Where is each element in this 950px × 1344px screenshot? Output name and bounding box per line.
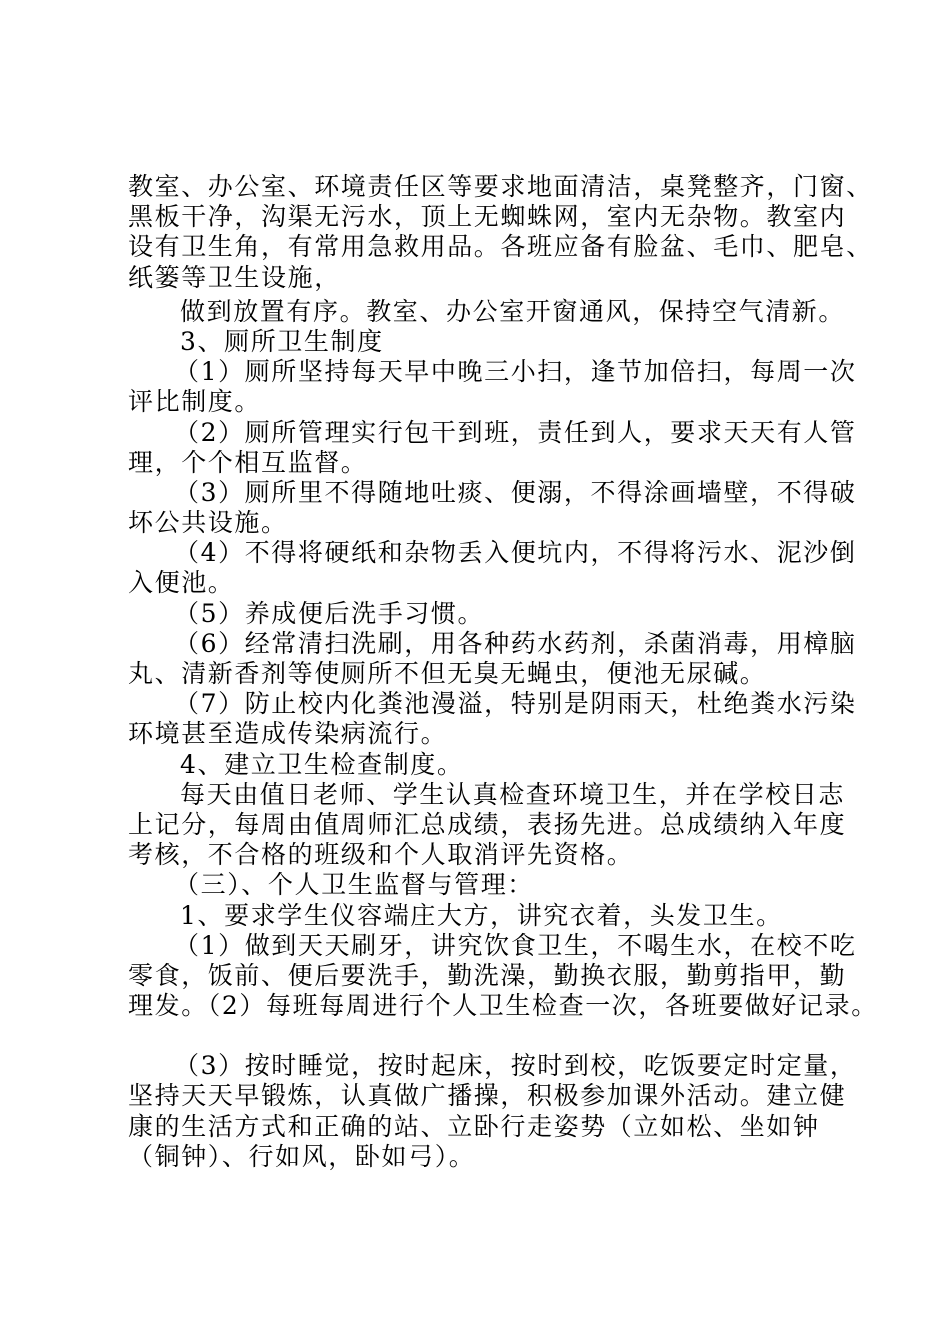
section-heading: 4、建立卫生检查制度。 [180, 749, 464, 779]
list-item: （6）经常清扫洗刷，用各种药水药剂，杀菌消毒，用樟脑 [174, 628, 857, 658]
paragraph-line: 零食，饭前、便后要洗手，勤洗澡，勤换衣服，勤剪指甲，勤 [128, 960, 847, 990]
section-heading: 1、要求学生仪容端庄大方，讲究衣着，头发卫生。 [180, 900, 783, 930]
paragraph-line: 理，个个相互监督。 [128, 447, 368, 477]
list-item: （1）厕所坚持每天早中晚三小扫，逢节加倍扫，每周一次 [174, 357, 857, 387]
list-item: （1）做到天天刷牙，讲究饮食卫生，不喝生水，在校不吃 [174, 930, 857, 960]
section-heading: （三）、个人卫生监督与管理： [174, 870, 534, 900]
paragraph-line: 康的生活方式和正确的站、立卧行走姿势（立如松、坐如钟 [128, 1111, 820, 1141]
paragraph-line: 理发。（2）每班每周进行个人卫生检查一次，各班要做好记录。 [128, 991, 878, 1021]
list-item: （3）按时睡觉，按时起床，按时到校，吃饭要定时定量， [174, 1051, 857, 1081]
list-item: （4）不得将硬纸和杂物丢入便坑内，不得将污水、泥沙倒 [174, 538, 857, 568]
paragraph-line: 纸篓等卫生设施， [128, 262, 341, 292]
paragraph-line: 考核，不合格的班级和个人取消评先资格。 [128, 840, 634, 870]
paragraph-line: 丸、清新香剂等使厕所不但无臭无蝇虫，便池无尿碱。 [128, 659, 767, 688]
section-heading: 3、厕所卫生制度 [180, 326, 384, 356]
document-page [128, 172, 878, 1172]
paragraph-line: 设有卫生角，有常用急救用品。各班应备有脸盆、毛巾、肥皂、 [128, 232, 873, 262]
list-item: （3）厕所里不得随地吐痰、便溺，不得涂画墙壁，不得破 [174, 477, 857, 507]
paragraph-line: 黑板干净，沟渠无污水，顶上无蜘蛛网，室内无杂物。教室内 [128, 202, 847, 232]
paragraph-line: 每天由值日老师、学生认真检查环境卫生，并在学校日志 [180, 779, 846, 809]
paragraph-line: 评比制度。 [128, 387, 262, 417]
paragraph-line: （铜钟）、行如风，卧如弓）。 [128, 1141, 476, 1171]
blank-line [128, 1021, 868, 1051]
list-item: （2）厕所管理实行包干到班，责任到人，要求天天有人管 [174, 417, 857, 447]
paragraph-line: 坚持天天早锻炼，认真做广播操，积极参加课外活动。建立健 [128, 1081, 847, 1111]
list-item: （7）防止校内化粪池漫溢，特别是阴雨天，杜绝粪水污染 [174, 689, 857, 719]
paragraph-line: 教室、办公室、环境责任区等要求地面清洁，桌凳整齐，门窗、 [128, 172, 873, 201]
paragraph-line: 做到放置有序。教室、办公室开窗通风，保持空气清新。 [180, 296, 846, 326]
list-item: （5）养成便后洗手习惯。 [174, 598, 485, 628]
paragraph-line: 上记分，每周由值周师汇总成绩，表扬先进。总成绩纳入年度 [128, 809, 847, 839]
paragraph-line: 坏公共设施。 [128, 508, 288, 538]
paragraph-line: 入便池。 [128, 568, 235, 598]
paragraph-line: 环境甚至造成传染病流行。 [128, 719, 448, 749]
